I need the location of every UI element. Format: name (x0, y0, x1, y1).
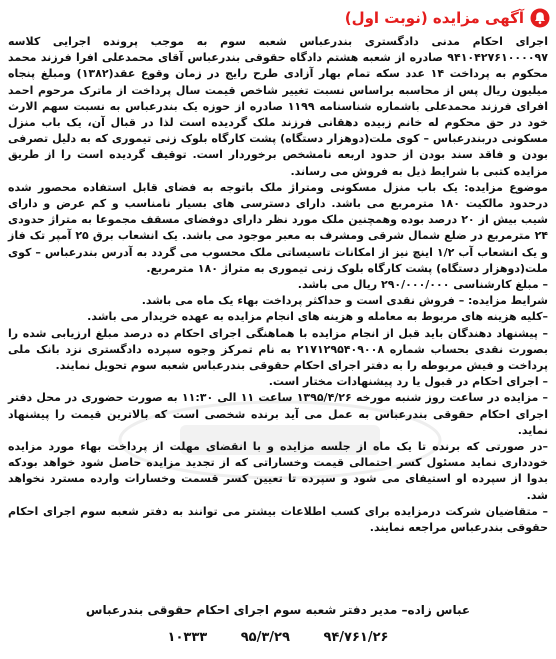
notice-paragraph: –کلیه هزینه های مربوط به معامله و هزینه های انجام مزایده به عهده خریدار می باشد. (87, 310, 548, 324)
notice-paragraph: شرایط مزایده: – فروش نقدی است و حداکثر پرداخت بهاء یک ماه می باشد. (141, 294, 548, 308)
footer-code: ۹۴/۷۶۱/۲۶ (323, 630, 389, 645)
signature-line: عباس زاده– مدیر دفتر شعبه سوم اجرای احکام حقوقی بندرعباس (85, 603, 471, 617)
bell-icon (530, 8, 550, 28)
notice-paragraph: – مبلغ کارشناسی ۲۹۰/۰۰۰/۰۰۰ ریال می باشد. (297, 278, 548, 292)
footer-code: ۱۰۳۳۳ (167, 630, 208, 645)
notice-paragraph: اجرای احکام مدنی دادگستری بندرعباس شعبه سوم به موجب پرونده اجرایی کلاسه ۹۴۱۰۴۲۷۶۱۰۰۰۰۹۷ صادره از شعبه هشتم دادگاه حقوقی بندرعباس آقای محمدعلی افرا فرزند محمد محکوم به پرداخت ۱۴ عدد سکه تمام بهار آزادی طرح رایج در زمان وقوع عقد(۱۳۸۲) ومبلغ پنجاه میلیون ریال پس از محاسبه براساس نسبت تغییر شاخص قیمت سال پرداخت از ماترک مرحوم احمد افرای فرزند محمدعلی باشماره شناسنامه ۱۱۹۹ صادره از حوزه یک بندرعباس به نسبت سهم الارث خود در حق محکوم له خانم زبیده دهقانی فرزند ملک گردیده است لذا در قبال آن، یک باب منزل مسکونی دربندرعباس – کوی ملت(دوهزار دستگاه) پشت کارگاه بلوک زنی تیموری که به دلیل تصرفی بودن و فاقد سند بودن از حدود اربعه نامشخص برخوردار است. توقیف گردیده است را از طریق مزایده کتبی با شرایط ذیل به فروش می رساند. (8, 35, 549, 178)
footer-code: ۹۵/۳/۲۹ (240, 630, 290, 645)
notice-paragraph: – اجرای احکام در قبول یا رد پیشنهادات مختار است. (268, 375, 548, 389)
notice-paragraph: موضوع مزایده: یک باب منزل مسکونی ومتراژ ملک باتوجه به فضای قابل استفاده محصور شده درحدود مالکیت ۱۸۰ مترمربع می باشد. دارای دسترسی های بسیار نامناسب و کم عرض و دارای شیب بیش از ۲۰ درصد بوده وهمچنین ملک مورد نظر دارای دوفضای مسقف مجموعا به متراژ حدودی ۲۴ مترمربع در ضلع شمال شرقی ومشرف به معبر موجود می باشد. یک انشعاب برق ۲۵ آمپر تک فاز و یک انشعاب آب ۱/۲ اینچ نیز از امکانات تاسیساتی ملک محسوب می گردد به آدرس بندرعباس – کوی ملت(دوهزار دستگاه) پشت کارگاه بلوک زنی تیموری به متراژ ۱۸۰ مترمربع. (8, 180, 548, 275)
notice-title: آگهی مزایده (نوبت اول) (344, 9, 524, 27)
notice-paragraph: – متقاضیان شرکت درمزایده برای کسب اطلاعات بیشتر می توانند به دفتر شعبه سوم اجرای احکام حقوقی بندرعباس مراجعه نمایند. (8, 504, 548, 535)
notice-header (345, 6, 550, 30)
notice-paragraph: –در صورتی که برنده تا یک ماه از جلسه مزایده و با انقضای مهلت از پرداخت بهاء مورد مزایده خودداری نماید مسئول کسر احتمالی قیمت وخساراتی که از تجدید مزایده حاصل شود خواهد بودکه بدوا از سپرده او استیفای می شود و سپرده تا تعیین کسر قسمت وخسارات وارده مسترد نخواهد شد. (8, 440, 548, 502)
notice-paragraph: – پیشنهاد دهندگان باید قبل از انجام مزایده با هماهنگی اجرای احکام ده درصد مبلغ ارزیابی شده را بصورت نقدی بحساب شماره ۲۱۷۱۲۹۵۴۰۹۰۰۸ به نام تمرکز وجوه سپرده دادگستری نزد بانک ملی پرداخت و فیش مربوطه را به دفتر اجرای احکام حقوقی بندرعباس شعبه سوم تحویل نمایند. (8, 326, 549, 373)
notice-body (8, 34, 548, 536)
notice-paragraph: – مزایده در ساعت روز شنبه مورخه ۱۳۹۵/۴/۲۶ ساعت ۱۱ الی ۱۱:۳۰ به صورت حضوری در محل دفتر اجرای احکام حقوقی بندرعباس به عمل می آید برنده شخصی است که بالاترین قیمت را پیشنهاد نماید. (8, 391, 548, 437)
footer-codes (0, 630, 556, 645)
